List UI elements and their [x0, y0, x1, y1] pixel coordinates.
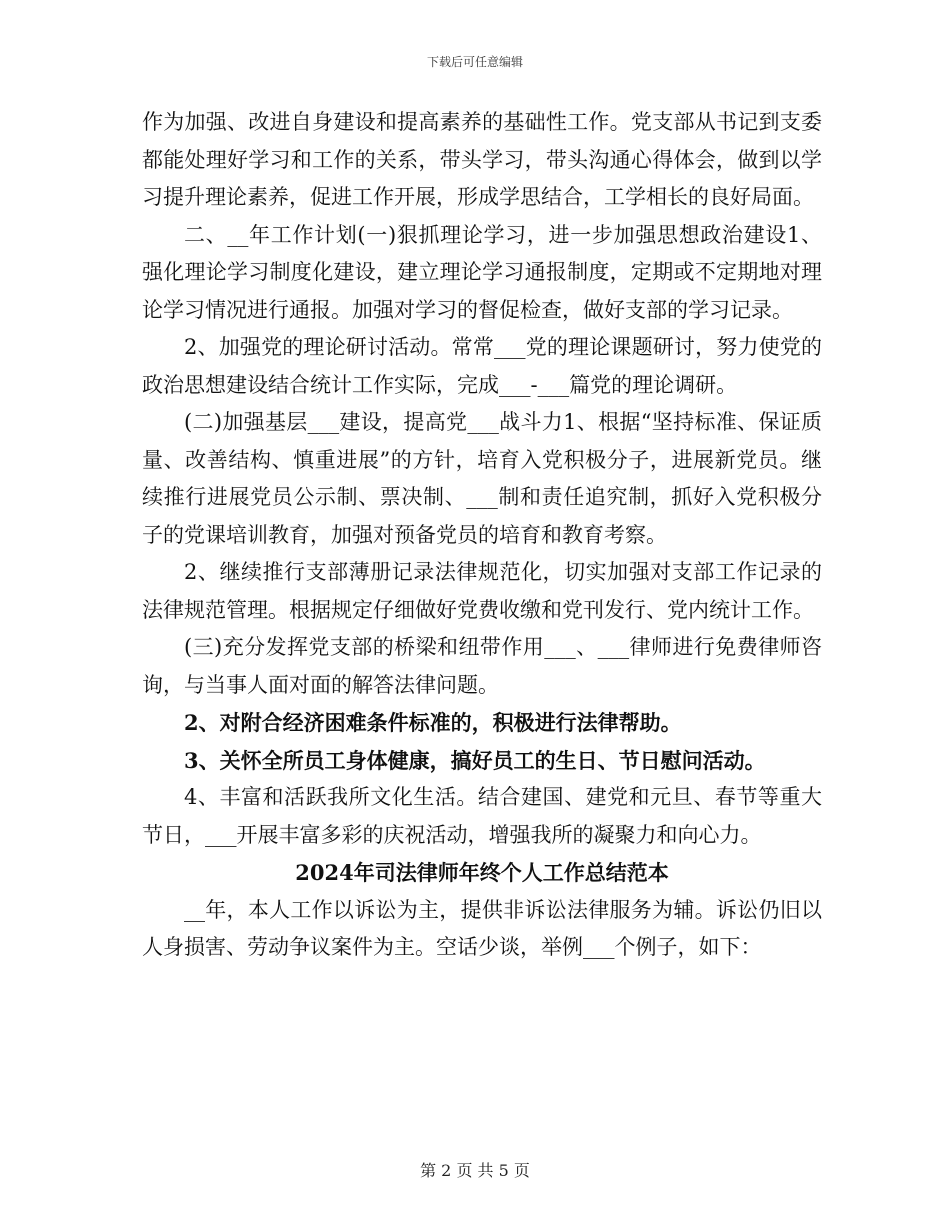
- document-body: [142, 104, 822, 967]
- paragraph-9: 4、丰富和活跃我所文化生活。结合建国、建党和元旦、春节等重大节日，___开展丰富多彩的庆祝活动，增强我所的凝聚力和向心力。: [142, 785, 822, 847]
- section-title: 2024年司法律师年终个人工作总结范本: [295, 860, 669, 885]
- paragraph-5: 2、继续推行支部薄册记录法律规范化，切实加强对支部工作记录的法律规范管理。根据规定仔细做好党费收缴和党刊发行、党内统计工作。: [142, 560, 822, 622]
- page-header-note: 下载后可任意编辑: [426, 55, 523, 69]
- paragraph-10: __年，本人工作以诉讼为主，提供非诉讼法律服务为辅。诉讼仍旧以人身损害、劳动争议案件为主。空话少谈，举例___个例子，如下：: [142, 897, 822, 959]
- page-number: 第 2 页 共 5 页: [420, 1161, 530, 1180]
- paragraph-7: 2、对附合经济困难条件标准的，积极进行法律帮助。: [184, 710, 682, 735]
- paragraph-6: (三)充分发挥党支部的桥梁和纽带作用___、___律师进行免费律师咨询，与当事人面对面的解答法律问题。: [142, 635, 822, 697]
- paragraph-8: 3、关怀全所员工身体健康，搞好员工的生日、节日慰问活动。: [184, 747, 766, 773]
- paragraph-1: 作为加强、改进自身建设和提高素养的基础性工作。党支部从书记到支委都能处理好学习和工作的关系，带头学习，带头沟通心得体会，做到以学习提升理论素养，促进工作开展，形成学思结合，工学相长的良好局面。: [142, 110, 822, 209]
- paragraph-2: 二、__年工作计划(一)狠抓理论学习，进一步加强思想政治建设1、强化理论学习制度化建设，建立理论学习通报制度，定期或不定期地对理论学习情况进行通报。加强对学习的督促检查，做好支部的学习记录。: [142, 222, 822, 322]
- paragraph-4: (二)加强基层___建设，提高党___战斗力1、根据“坚持标准、保证质量、改善结构、慎重进展”的方针，培育入党积极分子，进展新党员。继续推行进展党员公示制、票决制、___制和责任追究制，抓好入党积极分子的党课培训教育，加强对预备党员的培育和教育考察。: [142, 410, 822, 547]
- paragraph-3: 2、加强党的理论研讨活动。常常___党的理论课题研讨，努力使党的政治思想建设结合统计工作实际，完成___-___篇党的理论调研。: [142, 335, 822, 397]
